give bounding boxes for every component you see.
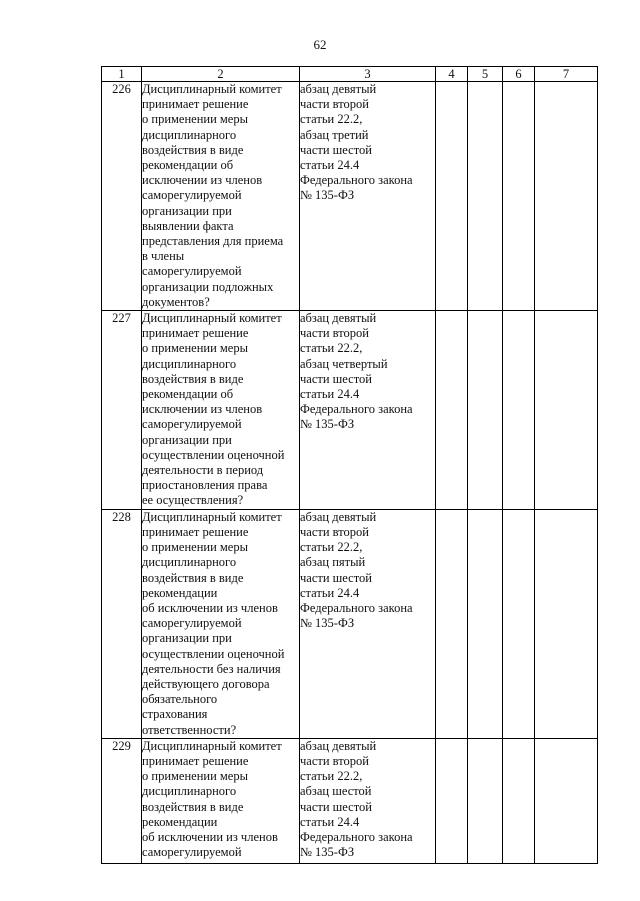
question-line: рекомендации bbox=[142, 585, 218, 600]
question-line: о применении меры bbox=[142, 540, 248, 555]
reference-line: части второй bbox=[300, 326, 369, 341]
legal-reference-cell bbox=[300, 82, 436, 311]
question-cell bbox=[142, 311, 300, 510]
legal-reference-cell bbox=[300, 738, 436, 863]
empty-cell-col-4 bbox=[436, 509, 468, 738]
question-line: о применении меры bbox=[142, 769, 248, 784]
empty-cell-col-6 bbox=[503, 311, 535, 510]
reference-line: Федерального закона bbox=[300, 600, 413, 615]
question-line: Дисциплинарный комитет bbox=[142, 509, 282, 524]
empty-cell-col-4 bbox=[436, 82, 468, 311]
reference-line: № 135-ФЗ bbox=[300, 188, 355, 203]
empty-cell-col-5 bbox=[468, 509, 503, 738]
question-line: осуществлении оценочной bbox=[142, 646, 285, 661]
question-line: воздействия в виде bbox=[142, 570, 244, 585]
question-line: воздействия в виде bbox=[142, 799, 244, 814]
row-number: 227 bbox=[102, 311, 142, 510]
reference-line: абзац девятый bbox=[300, 509, 377, 524]
reference-line: статьи 22.2, bbox=[300, 540, 363, 555]
question-line: принимает решение bbox=[142, 524, 249, 539]
question-line: представления для приема bbox=[142, 234, 284, 249]
reference-line: Федерального закона bbox=[300, 173, 413, 188]
checklist-table bbox=[101, 66, 598, 864]
empty-cell-col-7 bbox=[535, 738, 598, 863]
column-header-1: 1 bbox=[102, 67, 142, 82]
reference-line: статьи 24.4 bbox=[300, 585, 360, 600]
question-line: об исключении из членов bbox=[142, 600, 278, 615]
empty-cell-col-6 bbox=[503, 738, 535, 863]
reference-line: абзац третий bbox=[300, 127, 369, 142]
question-line: Дисциплинарный комитет bbox=[142, 738, 282, 753]
column-header-4: 4 bbox=[436, 67, 468, 82]
question-line: Дисциплинарный комитет bbox=[142, 82, 282, 96]
question-line: саморегулируемой bbox=[142, 417, 242, 432]
question-line: воздействия в виде bbox=[142, 371, 244, 386]
question-line: организации при bbox=[142, 203, 232, 218]
question-line: принимает решение bbox=[142, 753, 249, 768]
reference-line: части второй bbox=[300, 753, 369, 768]
reference-line: абзац девятый bbox=[300, 738, 377, 753]
question-line: исключении из членов bbox=[142, 173, 263, 188]
legal-reference-cell bbox=[300, 311, 436, 510]
reference-line: части шестой bbox=[300, 142, 372, 157]
empty-cell-col-4 bbox=[436, 738, 468, 863]
question-line: рекомендации bbox=[142, 814, 218, 829]
reference-line: № 135-ФЗ bbox=[300, 616, 355, 631]
question-line: исключении из членов bbox=[142, 402, 263, 417]
empty-cell-col-6 bbox=[503, 509, 535, 738]
question-line: организации при bbox=[142, 631, 232, 646]
question-line: принимает решение bbox=[142, 326, 249, 341]
column-header-7: 7 bbox=[535, 67, 598, 82]
row-number: 226 bbox=[102, 82, 142, 311]
reference-line: № 135-ФЗ bbox=[300, 417, 355, 432]
table-row bbox=[102, 311, 598, 510]
question-line: документов? bbox=[142, 294, 210, 309]
question-line: саморегулируемой bbox=[142, 845, 242, 860]
reference-line: абзац девятый bbox=[300, 82, 377, 96]
reference-line: абзац пятый bbox=[300, 555, 366, 570]
empty-cell-col-5 bbox=[468, 738, 503, 863]
question-line: об исключении из членов bbox=[142, 829, 278, 844]
empty-cell-col-6 bbox=[503, 82, 535, 311]
reference-line: Федерального закона bbox=[300, 402, 413, 417]
question-line: ее осуществления? bbox=[142, 493, 244, 508]
reference-line: № 135-ФЗ bbox=[300, 845, 355, 860]
question-line: саморегулируемой bbox=[142, 616, 242, 631]
question-line: действующего договора bbox=[142, 676, 270, 691]
question-line: в члены bbox=[142, 249, 185, 264]
question-line: деятельности в период bbox=[142, 463, 264, 478]
column-header-3: 3 bbox=[300, 67, 436, 82]
empty-cell-col-4 bbox=[436, 311, 468, 510]
question-line: дисциплинарного bbox=[142, 555, 237, 570]
reference-line: части второй bbox=[300, 97, 369, 112]
table-body bbox=[102, 82, 598, 864]
column-header-2: 2 bbox=[142, 67, 300, 82]
question-line: дисциплинарного bbox=[142, 784, 237, 799]
question-line: выявлении факта bbox=[142, 218, 234, 233]
question-line: дисциплинарного bbox=[142, 356, 237, 371]
empty-cell-col-7 bbox=[535, 509, 598, 738]
reference-line: части шестой bbox=[300, 570, 372, 585]
reference-line: статьи 22.2, bbox=[300, 341, 363, 356]
question-line: организации при bbox=[142, 432, 232, 447]
table-row bbox=[102, 738, 598, 863]
question-line: Дисциплинарный комитет bbox=[142, 311, 282, 326]
question-line: о применении меры bbox=[142, 341, 248, 356]
question-line: саморегулируемой bbox=[142, 264, 242, 279]
question-line: страхования bbox=[142, 707, 208, 722]
question-line: деятельности без наличия bbox=[142, 661, 281, 676]
question-line: рекомендации об bbox=[142, 387, 234, 402]
question-line: дисциплинарного bbox=[142, 127, 237, 142]
column-number-row bbox=[102, 67, 598, 82]
column-header-5: 5 bbox=[468, 67, 503, 82]
question-line: воздействия в виде bbox=[142, 142, 244, 157]
reference-line: статьи 22.2, bbox=[300, 769, 363, 784]
reference-line: абзац девятый bbox=[300, 311, 377, 326]
reference-line: Федерального закона bbox=[300, 829, 413, 844]
row-number: 229 bbox=[102, 738, 142, 863]
reference-line: статьи 22.2, bbox=[300, 112, 363, 127]
reference-line: абзац шестой bbox=[300, 784, 372, 799]
question-line: саморегулируемой bbox=[142, 188, 242, 203]
question-line: осуществлении оценочной bbox=[142, 447, 285, 462]
question-cell bbox=[142, 509, 300, 738]
reference-line: части второй bbox=[300, 524, 369, 539]
question-cell bbox=[142, 738, 300, 863]
question-line: рекомендации об bbox=[142, 158, 234, 173]
question-line: приостановления права bbox=[142, 478, 268, 493]
reference-line: части шестой bbox=[300, 371, 372, 386]
row-number: 228 bbox=[102, 509, 142, 738]
empty-cell-col-7 bbox=[535, 82, 598, 311]
page-number: 62 bbox=[313, 37, 327, 52]
empty-cell-col-7 bbox=[535, 311, 598, 510]
reference-line: абзац четвертый bbox=[300, 356, 388, 371]
legal-reference-cell bbox=[300, 509, 436, 738]
reference-line: статьи 24.4 bbox=[300, 158, 360, 173]
column-header-6: 6 bbox=[503, 67, 535, 82]
table-row bbox=[102, 82, 598, 311]
reference-line: статьи 24.4 bbox=[300, 814, 360, 829]
reference-line: части шестой bbox=[300, 799, 372, 814]
question-line: о применении меры bbox=[142, 112, 248, 127]
empty-cell-col-5 bbox=[468, 311, 503, 510]
question-line: принимает решение bbox=[142, 97, 249, 112]
reference-line: статьи 24.4 bbox=[300, 387, 360, 402]
question-line: организации подложных bbox=[142, 279, 274, 294]
question-line: ответственности? bbox=[142, 722, 237, 737]
question-cell bbox=[142, 82, 300, 311]
question-line: обязательного bbox=[142, 692, 218, 707]
table-row bbox=[102, 509, 598, 738]
empty-cell-col-5 bbox=[468, 82, 503, 311]
